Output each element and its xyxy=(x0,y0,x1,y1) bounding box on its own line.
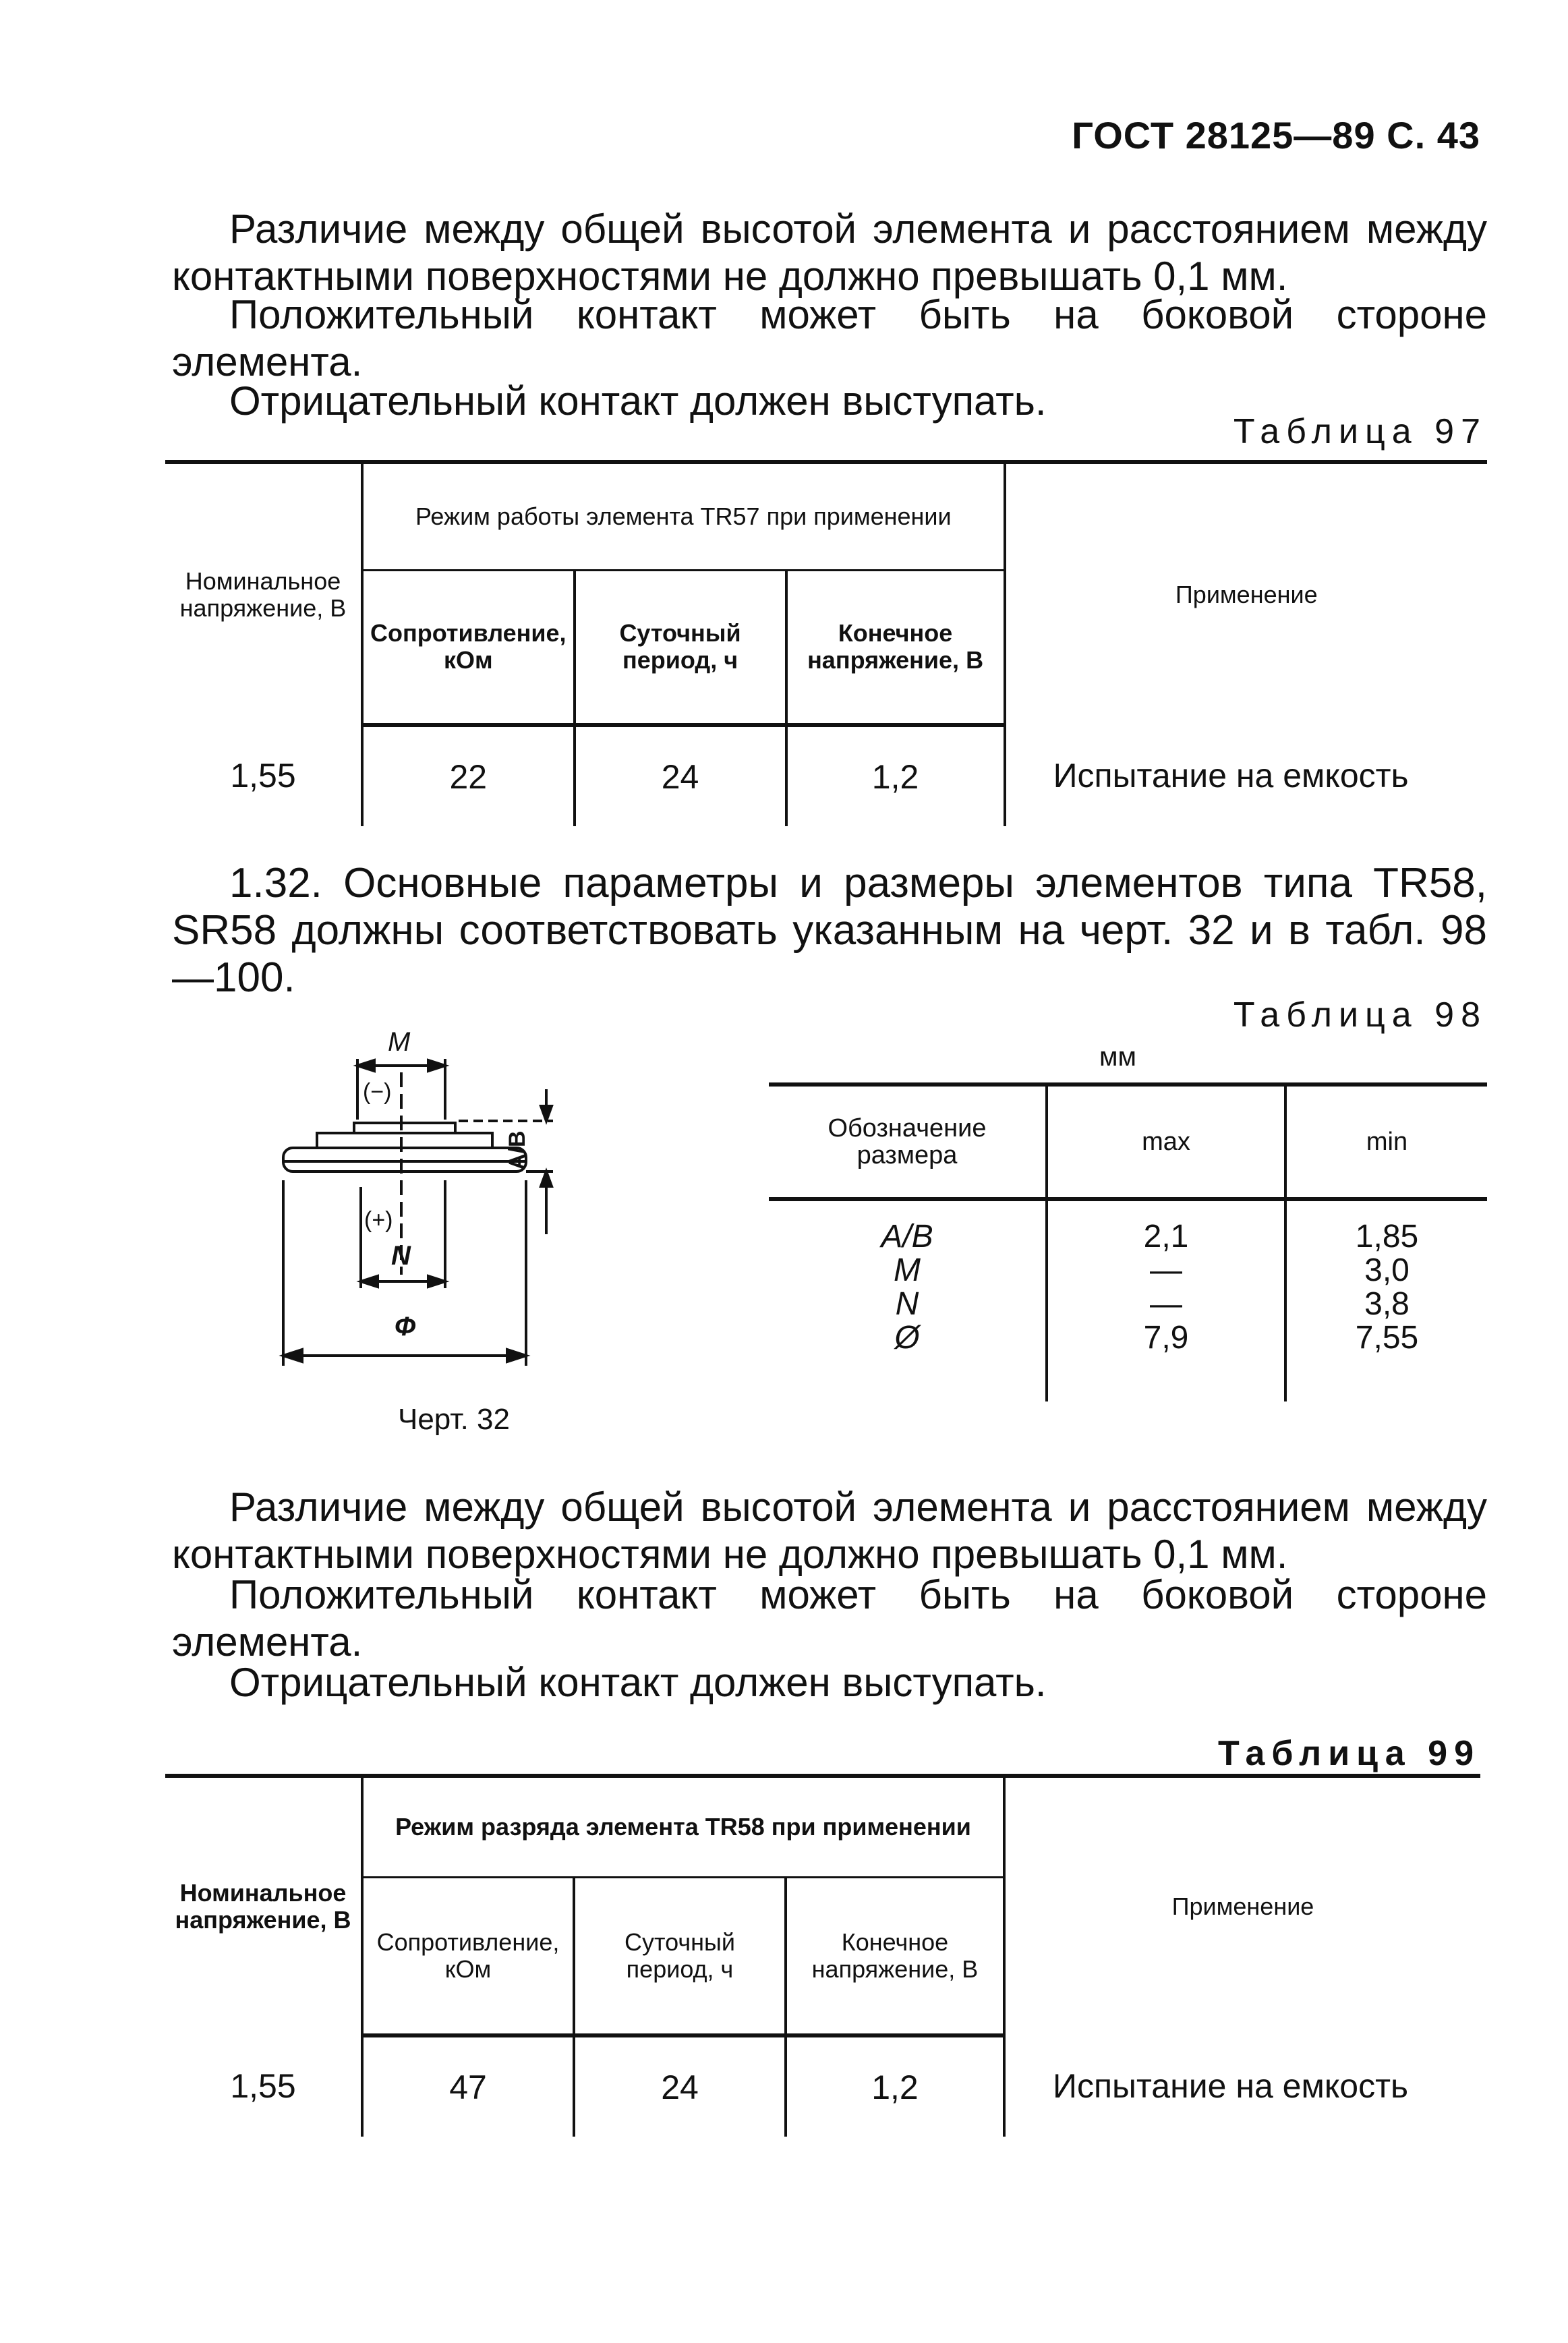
paragraph-positive-contact-2: Положительный контакт может быть на боковой стороне элемента. xyxy=(172,1572,1487,1665)
col-nominal-voltage: Номинальное напряжение, В xyxy=(175,1879,351,1934)
min-m: 3,0 xyxy=(1364,1252,1410,1288)
paragraph-positive-contact: Положительный контакт может быть на боковой стороне элемента. xyxy=(172,292,1487,384)
cell-resistance: 47 xyxy=(362,2035,574,2137)
table-98-label: Таблица 98 xyxy=(1233,995,1487,1035)
col-final-voltage: Конечное напряжение, В xyxy=(786,1877,1004,2035)
symbol-m: M xyxy=(894,1252,921,1288)
paragraph-height-difference-2: Различие между общей высотой элемента и расстоянием между контактными поверхностями не должно превышать 0,1 мм. xyxy=(172,1484,1487,1577)
table-98-unit: мм xyxy=(1099,1042,1136,1072)
table-98 xyxy=(769,1082,1487,1401)
col-daily-period: Суточный период, ч xyxy=(575,570,786,725)
table-row xyxy=(769,1199,1487,1401)
table-99-label: Таблица 99 xyxy=(1217,1734,1480,1773)
figure-32-caption: Черт. 32 xyxy=(398,1403,510,1436)
label-plus: (+) xyxy=(364,1207,393,1233)
cell-application: Испытание на емкость xyxy=(1005,725,1487,826)
min-diameter: 7,55 xyxy=(1355,1320,1419,1356)
cell-resistance: 22 xyxy=(362,725,575,826)
col-resistance: Сопротивление, кОм xyxy=(362,570,575,725)
symbol-diameter: Ø xyxy=(894,1320,920,1356)
label-n: N xyxy=(391,1241,411,1271)
table-row xyxy=(165,725,1487,826)
table-row xyxy=(165,2035,1480,2137)
cell-nominal: 1,55 xyxy=(230,2067,296,2105)
table-97 xyxy=(165,460,1487,826)
cell-final-voltage: 1,2 xyxy=(786,725,1005,826)
paragraph-negative-contact-2: Отрицательный контакт должен выступать. xyxy=(229,1660,1047,1705)
col-final-voltage: Конечное напряжение, В xyxy=(786,570,1005,725)
label-phi: Ф xyxy=(395,1312,416,1341)
figure-32-drawing xyxy=(256,1012,641,1376)
min-n: 3,8 xyxy=(1364,1286,1410,1322)
col-min: min xyxy=(1285,1084,1487,1199)
label-minus: (−) xyxy=(363,1079,392,1105)
col-application: Применение xyxy=(1005,462,1487,725)
cell-application: Испытание на емкость xyxy=(1004,2035,1480,2137)
table-97-label: Таблица 97 xyxy=(1233,412,1487,451)
col-designation: Обозначение размера xyxy=(769,1084,1047,1199)
max-m: — xyxy=(1150,1252,1182,1288)
paragraph-height-difference: Различие между общей высотой элемента и расстоянием между контактными поверхностями не должно превышать 0,1 мм. xyxy=(172,206,1487,299)
cell-period: 24 xyxy=(575,725,786,826)
cell-final-voltage: 1,2 xyxy=(786,2035,1004,2137)
label-ab: A/B xyxy=(504,1130,530,1170)
cell-period: 24 xyxy=(574,2035,786,2137)
max-ab: 2,1 xyxy=(1143,1219,1189,1254)
max-diameter: 7,9 xyxy=(1143,1320,1189,1356)
cell-max-values xyxy=(1047,1199,1285,1401)
cell-symbols xyxy=(769,1199,1047,1401)
label-m: M xyxy=(388,1027,411,1057)
col-max: max xyxy=(1047,1084,1285,1199)
symbol-n: N xyxy=(895,1286,919,1322)
col-application: Применение xyxy=(1004,1776,1480,2035)
group-operating-mode: Режим работы элемента TR57 при применении xyxy=(362,462,1005,570)
col-nominal-voltage: Номинальное напряжение, В xyxy=(179,567,347,622)
paragraph-1-32: 1.32. Основные параметры и размеры элементов типа TR58, SR58 должны соответствовать указанным на черт. 32 и в табл. 98—100. xyxy=(172,860,1487,1001)
group-discharge-mode: Режим разряда элемента TR58 при применении xyxy=(362,1776,1004,1877)
symbol-ab: A/B xyxy=(881,1219,933,1254)
table-99 xyxy=(165,1774,1480,2137)
cell-nominal: 1,55 xyxy=(230,757,296,794)
cell-min-values xyxy=(1285,1199,1487,1401)
col-daily-period: Суточный период, ч xyxy=(574,1877,786,2035)
col-resistance: Сопротивление, кОм xyxy=(362,1877,574,2035)
paragraph-negative-contact: Отрицательный контакт должен выступать. xyxy=(229,378,1047,424)
page-header: ГОСТ 28125—89 С. 43 xyxy=(1072,114,1480,156)
min-ab: 1,85 xyxy=(1355,1219,1419,1254)
max-n: — xyxy=(1150,1286,1182,1322)
